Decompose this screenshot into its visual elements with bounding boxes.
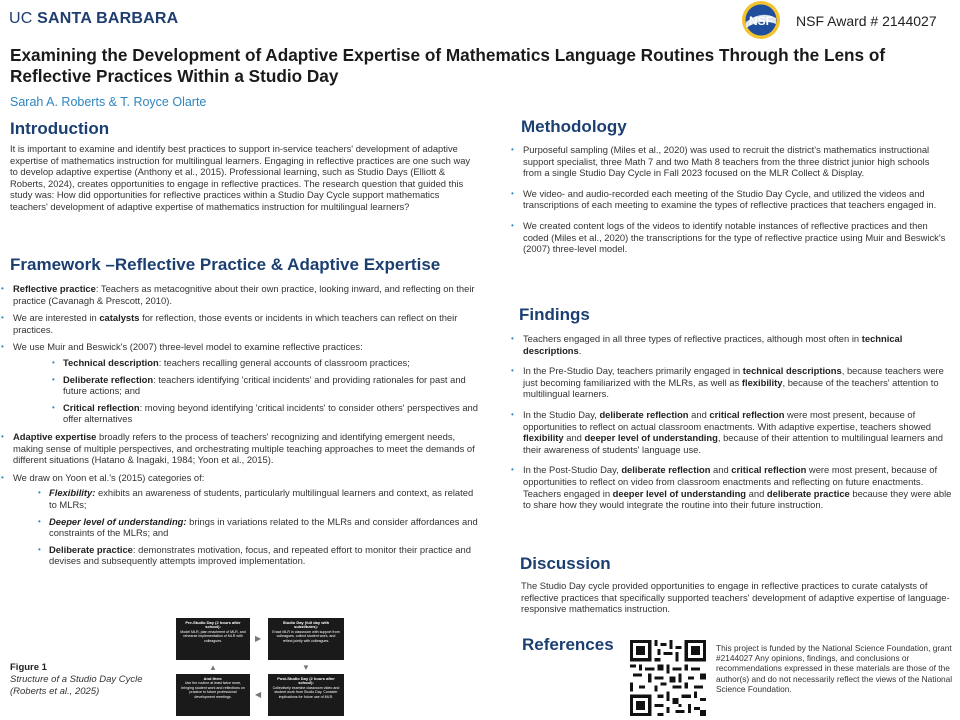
term: technical descriptions [523,333,903,356]
box-title: Post-Studio Day (2 hours after school): [277,676,335,686]
arrow-left-icon: ◀ [255,690,262,699]
term-reflective-practice: Reflective practice [13,283,96,294]
item-text: We draw on Yoon et al.'s (2015) categories of: [13,471,205,483]
ucsb-logo [9,10,178,28]
framework-item-catalysts [0,312,478,335]
award-number: NSF Award # 2144027 [796,13,937,29]
findings-heading: Findings [519,305,590,324]
logo-name: SANTA BARBARA [37,10,179,27]
category-deliberate-practice [37,544,478,567]
item-text: exhibits an awareness of students, particularly multilingual learners and context, as related to MLRs; [49,487,474,510]
box-text: Enact MLR in classroom with support from colleagues, collect student work, and reflect jointly with colleagues. [272,629,340,643]
item-text: In the Pre-Studio Day, teachers primarily engaged in [523,365,743,377]
framework-item-categories [0,472,478,567]
box-title: And then: [203,676,223,681]
term: technical descriptions [742,365,842,377]
level-deliberate-reflection [51,374,478,397]
finding-item [510,409,958,455]
term: Technical description [63,356,159,368]
term: Deliberate reflection [63,373,154,385]
item-text: : Teachers as metacognitive about their own practice, looking inward, and reflecting on their practice (Cavanagh & Prescott, 2010). [13,283,475,306]
studio-day-cycle-diagram [176,618,346,718]
level-technical-description [51,357,478,369]
item-text: and [688,408,710,420]
cycle-box-and-then [176,674,250,716]
category-flexibility [37,487,478,510]
item-text: and [746,487,767,499]
term: critical reflection [731,464,807,476]
nsf-logo-icon [736,0,786,40]
box-text: Use the routine at least twice more, bringing student work and reflections on practice to future professional development meetings. [181,681,245,699]
item-text: . [578,344,582,356]
methodology-item: • We video- and audio-recorded each meeting of the Studio Day Cycle, and utilized the videos and transcriptions of each meeting to examine the types of reflective practices that teachers engaged in. [510,188,950,211]
item-text: : demonstrates motivation, focus, and repeated effort to monitor their practice and devises and subsequently attempts improved implementation. [49,543,471,567]
item-text: broadly refers to the process of teachers' recognizing and identifying emergent needs, making sense of multiple perspectives, and orchestrating multiple teaching approaches to meet the demands of different situations (Hatano & Inagaki, 1984; Yoon et al., 2015). [13,430,475,466]
item-text: We use Muir and Beswick's (2007) three-level model to examine reflective practices: [13,341,363,353]
methodology-item: • Purposeful sampling (Miles et al., 2020) was used to recruit the district's mathematics instructional support specialist, three Math 7 and two Math 8 teachers from the three district junior high schools from a single Studio Day Cycle in Fall 2023 focused on the MLR Collect & Display. [510,144,950,179]
term: deliberate reflection [621,464,711,476]
framework-item-model [0,341,478,425]
introduction-text: It is important to examine and identify best practices to support in-service teachers' development of adaptive expertise of mathematics instruction for multilingual learners. Engaging in reflective practices are one such way to develop adaptive expertise (Anthony et al., 2015). Professional learning, such as Studio Days (Elliott & Roberts, 2024), creates opportunities to engage in reflective practices. The research question that guided this study was: How did opportunities for reflective practices within a Studio Day Cycle support mathematics teachers' development of adaptive expertise of mathematics instruction for multilingual learners? [10,143,471,212]
framework-item-adaptive-expertise [0,431,478,466]
finding-item [510,464,958,510]
methodology-item: • We created content logs of the videos to identify notable instances of reflective practices and then coded (Miles et al., 2020) the transcriptions for the type of reflective practice using Muir and Beswick's (2007) three-level model. [510,220,950,255]
term-adaptive-expertise: Adaptive expertise [13,430,97,442]
term: flexibility [523,432,564,444]
item-text: : teachers recalling general accounts of classroom practices; [158,356,410,368]
item-text: We are interested in [13,312,100,324]
methodology-list [510,144,950,261]
arrow-up-icon: ▲ [209,663,217,672]
term: Deliberate practice [49,543,133,555]
item-text: and [563,432,585,444]
finding-item [510,365,958,400]
finding-item [510,333,958,356]
references-heading: References [522,635,614,654]
term-catalysts: catalysts [99,312,140,324]
box-text: Collectively examine classroom video and student work from Studio Day. Consider implications for future use of MLR. [272,685,340,699]
methodology-heading: Methodology [521,117,627,136]
term: Critical reflection [63,401,140,413]
item-text: : teachers identifying 'critical incidents' and providing rationales for past and future actions; and [63,373,466,397]
item-text: brings in variations related to the MLRs and consider affordances and constraints of the MLRs; and [49,515,478,539]
cycle-box-post-studio [268,674,344,716]
term: deliberate practice [766,487,850,499]
level-critical-reflection [51,402,478,425]
item-text: were most present, because of opportunities to reflect on video from classroom enactments and reflecting on future enactments. Teachers engaged in [523,464,938,499]
discussion-text: The Studio Day cycle provided opportunities to engage in reflective practices to curate catalysts of reflective practices that specifically supported teachers' development of adaptive expertise of language-responsive mathematics instruction. [521,580,950,615]
term: deeper level of understanding [584,432,718,444]
authors: Sarah A. Roberts & T. Royce Olarte [10,95,207,109]
item-text: : moving beyond identifying 'critical incidents' to consider others' perspectives and offer alternatives [63,401,478,425]
item-text: for reflection, those events or incidents in which teachers can reflect on their practices. [13,312,458,335]
introduction-heading: Introduction [10,119,110,138]
item-text: , because of their attention to multilingual learners and their awareness of students' language use. [523,432,944,455]
term: Flexibility: [49,487,96,499]
logo-prefix: UC [9,10,33,27]
qr-code-icon[interactable] [630,640,706,716]
item-text: were most present, because of opportunities to reflect on actual classroom enactments. With adaptive expertise, teachers showed [523,408,932,432]
framework-list [0,283,478,573]
term: deeper level of understanding [612,487,747,499]
figure-label: Figure 1 [10,662,47,673]
cycle-box-pre-studio [176,618,250,660]
findings-list [510,333,958,517]
term: Deeper level of understanding: [49,515,187,527]
box-title: Studio Day (full day with substitutes): [282,620,330,630]
poster-title: Examining the Development of Adaptive Expertise of Mathematics Language Routines Through the Lens of Reflective Practices Within a Studio Day [10,45,886,86]
funding-statement: This project is funded by the National Science Foundation, grant #2144027 Any opinions, findings, and conclusions or recommendations expressed in these materials are those of the author(s) and do not necessarily reflect the views of the National Science Foundation. [716,643,953,694]
framework-heading: Framework –Reflective Practice & Adaptive Expertise [10,255,441,274]
arrow-down-icon: ▼ [302,663,310,672]
categories-list [37,487,478,567]
figure-caption: Structure of a Studio Day Cycle (Roberts et al., 2025) [10,674,143,697]
box-title: Pre-Studio Day (2 hours after school): [185,620,241,630]
box-text: Model MLR, plan enactment of MLR, and rehearse implementation of MLR with colleagues. [180,629,246,643]
term: deliberate reflection [599,408,689,420]
item-text: , because of the teachers' attention to multilingual learners. [523,376,939,400]
item-text: In the Post-Studio Day, [523,464,622,476]
nsf-logo-text: NSF [749,14,773,28]
framework-item-reflective-practice [0,283,478,306]
item-text: In the Studio Day, [523,408,600,420]
cycle-box-studio-day [268,618,344,660]
item-text: , because teachers were just becoming familiarized with the MLRs, as well as [523,365,944,388]
arrow-right-icon: ▶ [255,634,262,643]
term: flexibility [741,376,783,388]
item-text: and [710,464,732,476]
discussion-heading: Discussion [520,554,611,573]
item-text: Teachers engaged in all three types of reflective practices, although most often in [523,333,862,344]
item-text: because they were able to share how they would integrate the routine into their future instruction. [523,487,952,511]
model-levels-list [51,357,478,425]
term: critical reflection [709,408,785,420]
category-deeper-understanding [37,516,478,539]
